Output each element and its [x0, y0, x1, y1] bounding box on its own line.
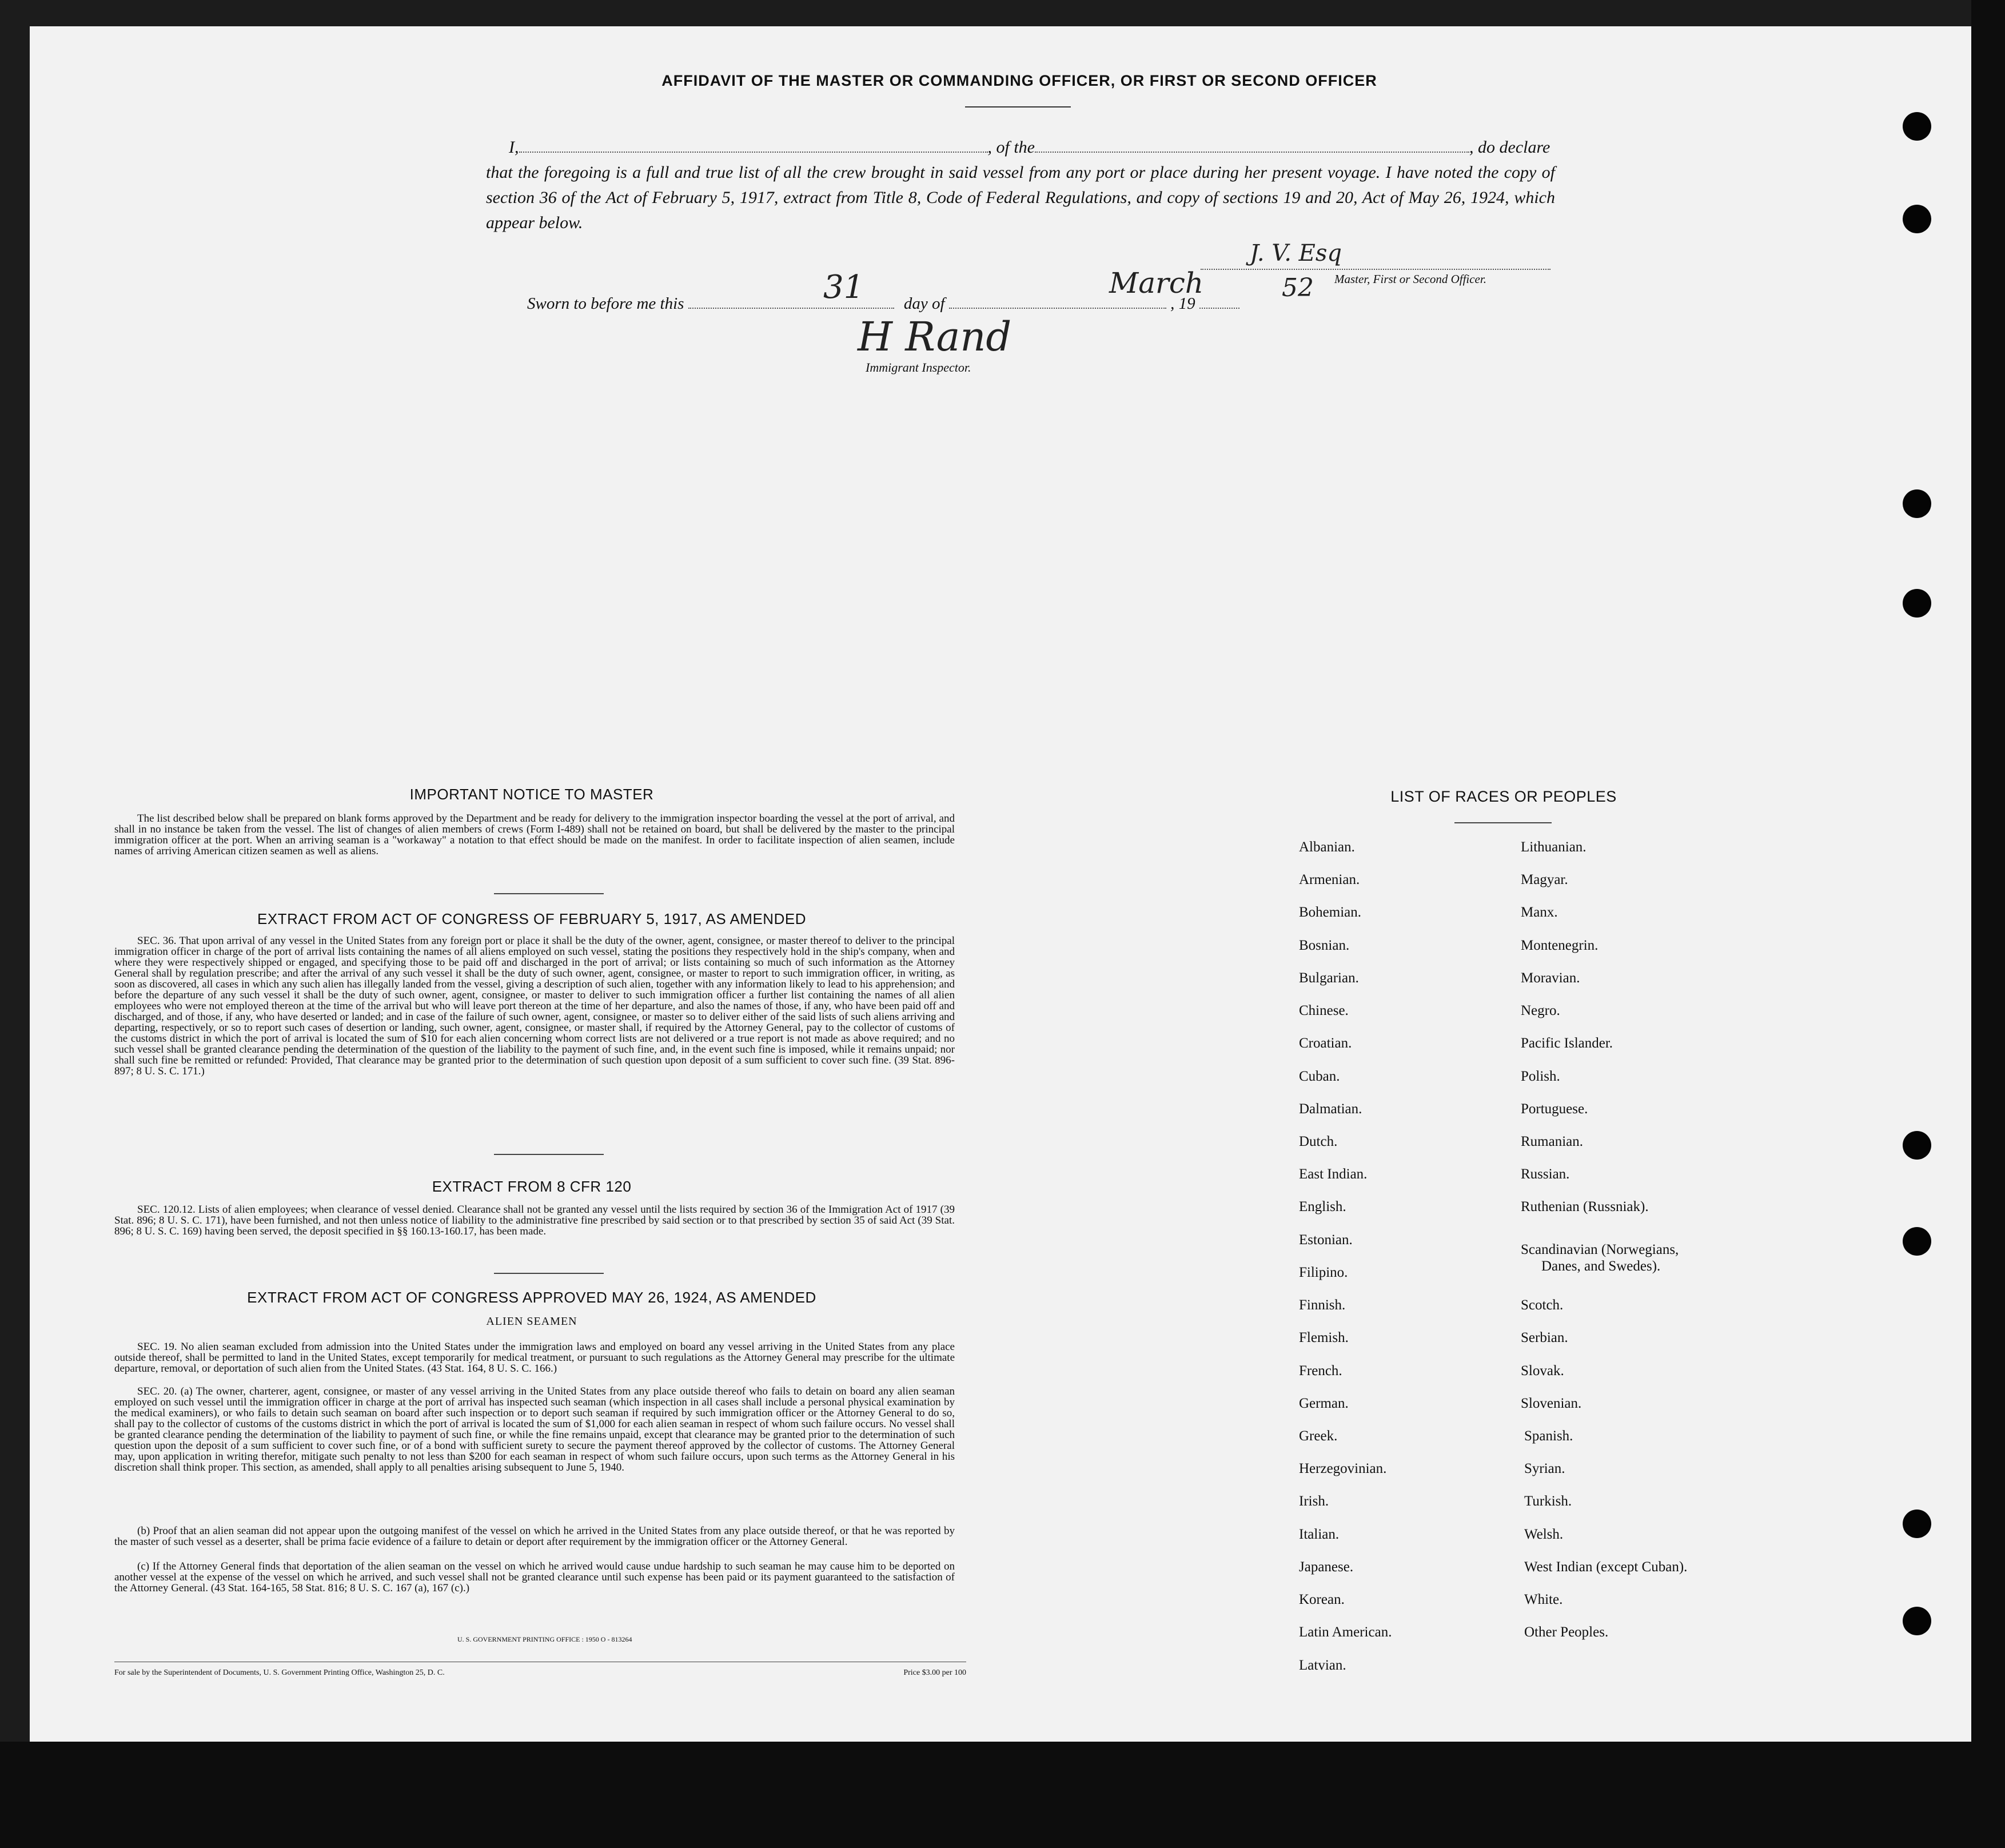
sec20b-text: (b) Proof that an alien seaman did not appear upon the outgoing manifest of the vessel on which he arrived in the United States from any place outside thereof, or that he was reported by the master of such vessel as a deserter, shall be prima facie evidence of a failure to detain or deport after requirement by the immigration officer or the Attorney General. [114, 1525, 955, 1548]
inspector-caption: Immigrant Inspector. [866, 360, 971, 375]
footer-price: Price $3.00 per 100 [903, 1668, 966, 1677]
race-item: Moravian. [1521, 970, 1580, 986]
declarant-name-field [519, 138, 988, 153]
race-item: Dalmatian. [1299, 1101, 1362, 1117]
race-item: West Indian (except Cuban). [1524, 1559, 1688, 1575]
race-item: Spanish. [1524, 1428, 1573, 1444]
race-item: Filipino. [1299, 1265, 1348, 1280]
punch-hole [1903, 489, 1931, 518]
title-rule [965, 106, 1071, 107]
race-item: Manx. [1521, 905, 1558, 920]
race-item: Chinese. [1299, 1003, 1349, 1018]
footer [114, 1668, 966, 1678]
races-title-rule [1454, 822, 1552, 823]
vessel-name-field [1035, 138, 1469, 153]
race-item: White. [1524, 1592, 1563, 1607]
race-item: Scandinavian (Norwegians, [1521, 1242, 1679, 1257]
punch-hole [1903, 1227, 1931, 1256]
race-item: Ruthenian (Russniak). [1521, 1199, 1649, 1214]
of-the-label: , of the [987, 138, 1035, 157]
race-item: Serbian. [1521, 1330, 1568, 1345]
race-item: German. [1299, 1396, 1349, 1411]
race-item: Korean. [1299, 1592, 1345, 1607]
race-item: Portuguese. [1521, 1101, 1588, 1117]
declaration-line [486, 135, 1555, 160]
declare-label: , do declare [1469, 138, 1550, 157]
race-item: Japanese. [1299, 1559, 1354, 1575]
affidavit-title: AFFIDAVIT OF THE MASTER OR COMMANDING OFFICER, OR FIRST OR SECOND OFFICER [661, 72, 1377, 89]
section-rule [494, 1273, 604, 1274]
race-item: Slovenian. [1521, 1396, 1582, 1411]
race-item: Bohemian. [1299, 905, 1362, 920]
sworn-year-prefix: , 19 [1170, 294, 1195, 313]
handwritten-month: March [1109, 266, 1204, 300]
section-rule [494, 1154, 604, 1155]
sworn-day-label: day of [903, 294, 945, 313]
race-item: Finnish. [1299, 1297, 1346, 1313]
extract-cfr-title: EXTRACT FROM 8 CFR 120 [432, 1178, 632, 1195]
race-item: Bosnian. [1299, 938, 1350, 953]
race-item: Montenegrin. [1521, 938, 1599, 953]
handwritten-day: 31 [823, 269, 864, 306]
handwritten-year: 52 [1282, 273, 1314, 302]
race-item: Flemish. [1299, 1330, 1349, 1345]
race-item: Scotch. [1521, 1297, 1564, 1313]
race-item: Latin American. [1299, 1624, 1392, 1640]
race-item: Syrian. [1524, 1461, 1565, 1476]
race-item: Russian. [1521, 1166, 1570, 1182]
race-item: Polish. [1521, 1069, 1560, 1084]
alien-seamen-subtitle: ALIEN SEAMEN [486, 1315, 577, 1328]
extract-1917-title: EXTRACT FROM ACT OF CONGRESS OF FEBRUARY 5, 1917, AS AMENDED [257, 910, 806, 927]
race-item: Other Peoples. [1524, 1624, 1609, 1640]
declaration-body: that the foregoing is a full and true list of all the crew brought in said vessel from any port or place during her present voyage. I have noted the copy of section 36 of the Act of February 5, 1917, extract from Title 8, Code of Federal Regulations, and copy of sections 19 and 20, Act of May 26, 1924, which appear below. [486, 163, 1555, 232]
sec20a-text: SEC. 20. (a) The owner, charterer, agent, consignee, or master of any vessel arriving in the United States from any place outside thereof who fails to detain on board any alien seaman employed on such vessel until the immigration officer in charge at the port of arrival has inspected such seaman (which inspection in all cases shall include a personal physical examination by the medical examiners), or who fails to detain such seaman on board after such inspection or to deport such seaman if required by such immigration officer or the Attorney General to do so, shall pay to the collector of customs of the customs district in which the port of arrival is located the sum of $1,000 for each alien seaman in respect of whom such failure occurs. No vessel shall be granted clearance pending the determination of the liability to payment of such fine, or while the fine remains unpaid, except that clearance may be granted prior to the determination of such question upon the deposit of a sum sufficient to cover such fine, or of a bond with sufficient surety to secure the payment thereof approved by the collector of customs. The Attorney General may, upon application in writing therefor, mitigate such penalty to not less than $200 for each seaman in respect of whom such failure occurs, upon such terms as the Attorney General in his discretion shall think proper. This section, as amended, shall apply to all penalties arising subsequent to June 5, 1940. [114, 1385, 955, 1473]
race-item: Greek. [1299, 1428, 1338, 1444]
race-item: Danes, and Swedes). [1541, 1258, 1661, 1274]
punch-hole [1903, 1607, 1931, 1635]
sworn-year-field [1199, 294, 1239, 309]
race-item: Irish. [1299, 1493, 1329, 1509]
race-item: Turkish. [1524, 1493, 1572, 1509]
master-signature: J. V. Esq [1250, 240, 1342, 266]
affidavit-statement [486, 135, 1555, 236]
extract-1924-title: EXTRACT FROM ACT OF CONGRESS APPROVED MAY 26, 1924, AS AMENDED [247, 1289, 816, 1306]
inspector-signature: H Rand [858, 313, 1012, 360]
extract-1917-text: SEC. 36. That upon arrival of any vessel in the United States from any foreign port or place it shall be the duty of the owner, agent, consignee, or master thereof to deliver to the principal immigration officer in charge of the port of arrival lists containing the names of all aliens employed on such vessel, stating the positions they respectively hold in the ship's company, when and where they were respectively shipped or engaged, and specifying those to be paid off and discharged in the port of arrival; or lists containing so much of such information as the Attorney General shall by regulation prescribe; and after the arrival of any such vessel it shall be the duty of such owner, agent, consignee, or master to report to such immigration officer, in writing, as soon as discovered, all cases in which any such alien has illegally landed from the vessel, giving a description of such alien, together with any information likely to lead to his apprehension; and before the departure of any such vessel it shall be the duty of such owner, agent, consignee, or master to deliver to such immigration officer a further list containing the names of all alien employees who were not employed thereon at the time of the arrival but who will leave port thereon at the time of her departure, and also the names of those, if any, who have been paid off and discharged, and of those, if any, who have deserted or landed; and in case of the failure of such owner, agent, consignee, or master so to deliver either of the said lists of such aliens arriving and departing, respectively, or so to report such cases of desertion or landing, such owner, agent, consignee, or master shall, if required by the Attorney General, pay to the collector of customs of the customs district in which the port of arrival is located the sum of $10 for each alien concerning whom correct lists are not delivered or a true report is not made as above required; and no such vessel shall be granted clearance pending the determination of the question of the liability to the payment of such fine, and, in the event such fine is imposed, while it remains unpaid; nor shall such fine be remitted or refunded: Provided, That clearance may be granted prior to the determination of such question upon deposit of a sum sufficient to cover such fine. (39 Stat. 896-897; 8 U. S. C. 171.) [114, 935, 955, 1077]
race-item: Cuban. [1299, 1069, 1340, 1084]
footer-sale-note: For sale by the Superintendent of Documents, U. S. Government Printing Office, Washington 25, D. C. [114, 1668, 445, 1677]
race-item: English. [1299, 1199, 1346, 1214]
punch-hole [1903, 112, 1931, 141]
race-item: Armenian. [1299, 872, 1360, 887]
scan-edge-right [1971, 0, 2005, 1848]
sec19-text: SEC. 19. No alien seaman excluded from admission into the United States under the immigration laws and employed on board any vessel arriving in the United States from any place outside thereof, shall be permitted to land in the United States, except temporarily for medical treatment, or pursuant to such regulations as the Attorney General may prescribe for the ultimate departure, removal, or deportation of such alien from the United States. (43 Stat. 164, 8 U. S. C. 166.) [114, 1341, 955, 1375]
extract-cfr-text: SEC. 120.12. Lists of alien employees; when clearance of vessel denied. Clearance shall not be granted any vessel until the lists required by section 36 of the Immigration Act of 1917 (39 Stat. 896; 8 U. S. C. 171), have been furnished, and not then unless notice of liability to the administrative fine prescribed by said section or to that prescribed by section 35 of said Act (39 Stat. 896; 8 U. S. C. 169) having been served, the deposit specified in §§ 160.13-160.17, has been made. [114, 1204, 955, 1237]
race-item: Dutch. [1299, 1134, 1338, 1149]
sec20c-text: (c) If the Attorney General finds that deportation of the alien seaman on the vessel on which he arrived would cause undue hardship to such seaman he may cause him to be deported on another vessel at the expense of the vessel on which he arrived, and such vessel shall not be granted clearance until such expense has been paid or its payment guaranteed to the satisfaction of the Attorney General. (43 Stat. 164-165, 58 Stat. 816; 8 U. S. C. 167 (a), 167 (c).) [114, 1560, 955, 1594]
declarant-prefix: I, [509, 138, 519, 157]
document-page [30, 26, 1972, 1742]
race-item: Croatian. [1299, 1035, 1352, 1051]
section-rule [494, 893, 604, 894]
race-item: Negro. [1521, 1003, 1560, 1018]
race-item: East Indian. [1299, 1166, 1368, 1182]
sworn-prefix: Sworn to before me this [527, 294, 684, 313]
race-item: Slovak. [1521, 1363, 1564, 1379]
race-item: French. [1299, 1363, 1342, 1379]
race-item: Magyar. [1521, 872, 1568, 887]
notice-title: IMPORTANT NOTICE TO MASTER [409, 786, 654, 803]
race-item: Bulgarian. [1299, 970, 1359, 986]
punch-hole [1903, 205, 1931, 233]
race-item: Estonian. [1299, 1232, 1353, 1248]
race-item: Lithuanian. [1521, 839, 1587, 855]
gpo-imprint: U. S. GOVERNMENT PRINTING OFFICE : 1950 O - 813264 [457, 1635, 632, 1643]
race-item: Italian. [1299, 1527, 1340, 1542]
punch-hole [1903, 1510, 1931, 1538]
race-item: Pacific Islander. [1521, 1035, 1613, 1051]
punch-hole [1903, 589, 1931, 618]
race-item: Welsh. [1524, 1527, 1564, 1542]
scan-edge-bottom [0, 1742, 2005, 1848]
race-item: Rumanian. [1521, 1134, 1584, 1149]
master-caption: Master, First or Second Officer. [1334, 272, 1486, 286]
race-item: Albanian. [1299, 839, 1355, 855]
notice-text: The list described below shall be prepared on blank forms approved by the Department and be ready for delivery to the immigration inspector boarding the vessel at the port of arrival, and shall in no instance be taken from the vessel. The list of changes of alien members of crews (Form I-489) shall not be retained on board, but shall be delivered by the master to the principal immigration officer at the port. When an arriving seaman is a "workaway" a notation to that effect should be made on the manifest. In order to facilitate inspection of alien seamen, include names of arriving American citizen seamen as well as aliens. [114, 813, 955, 857]
punch-hole [1903, 1131, 1931, 1160]
race-item: Herzegovinian. [1299, 1461, 1387, 1476]
master-signature-line [1201, 269, 1550, 270]
race-item: Latvian. [1299, 1658, 1346, 1673]
races-title: LIST OF RACES OR PEOPLES [1390, 788, 1617, 805]
